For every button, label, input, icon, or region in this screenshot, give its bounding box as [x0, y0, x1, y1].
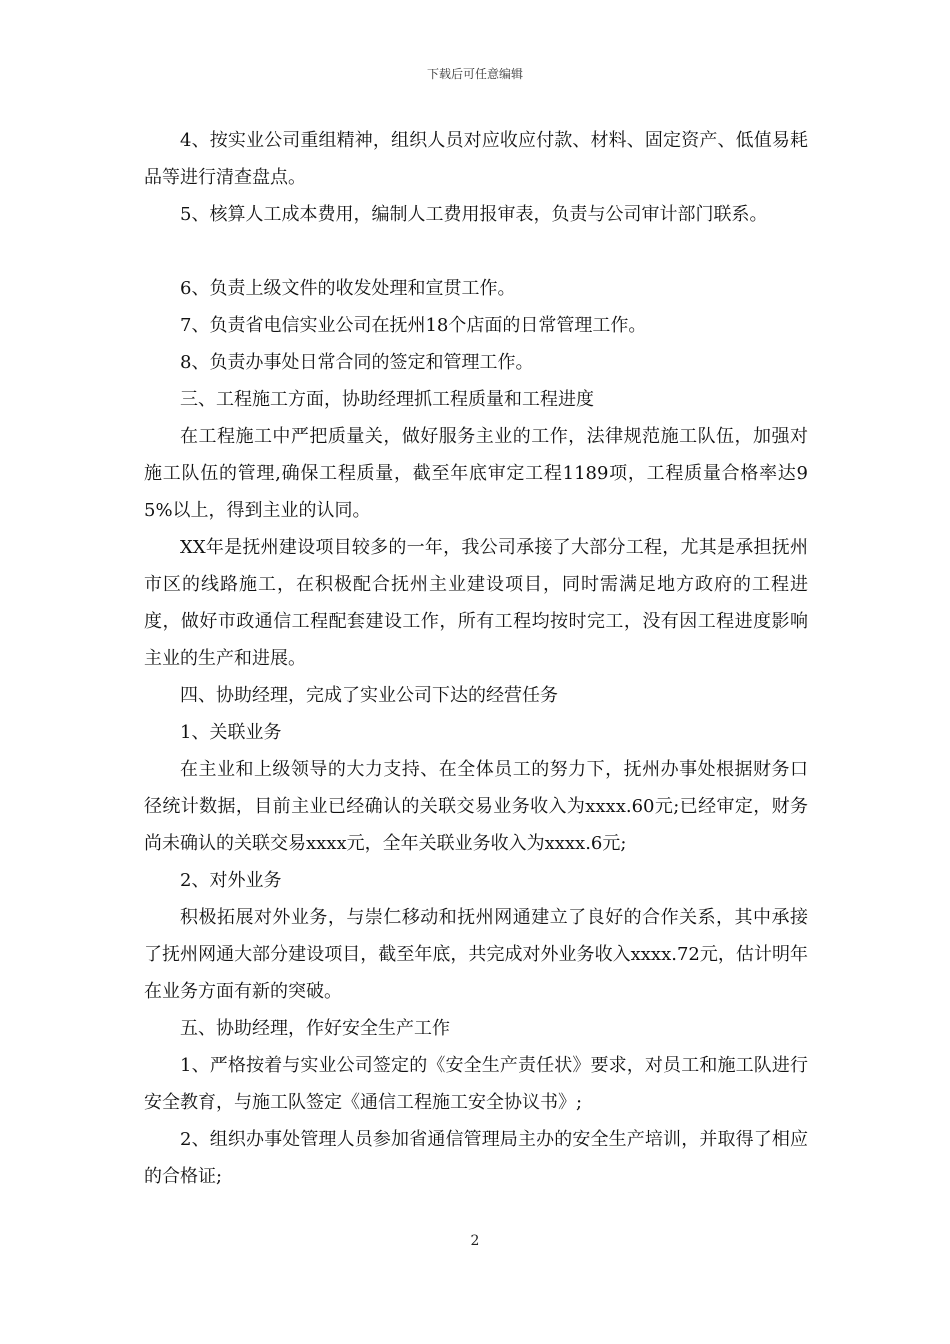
section-heading: 四、协助经理，完成了实业公司下达的经营任务	[180, 685, 558, 706]
paragraph: 在工程施工中严把质量关，做好服务主业的工作，法律规范施工队伍，加强对施工队伍的管理,确保工程质量，截至年底审定工程1189项，工程质量合格率达95%以上，得到主业的认同。	[144, 426, 808, 521]
paragraph: 2、组织办事处管理人员参加省通信管理局主办的安全生产培训，并取得了相应的合格证;	[144, 1129, 808, 1187]
paragraph: 7、负责省电信实业公司在抚州18个店面的日常管理工作。	[180, 315, 647, 336]
subsection-heading: 2、对外业务	[180, 870, 282, 891]
paragraph: 6、负责上级文件的收发处理和宣贯工作。	[180, 278, 516, 299]
subsection-heading: 1、关联业务	[180, 722, 282, 743]
section-heading: 五、协助经理，作好安全生产工作	[180, 1018, 450, 1039]
document-body	[144, 122, 808, 1195]
paragraph: 1、严格按着与实业公司签定的《安全生产责任状》要求，对员工和施工队进行安全教育，与施工队签定《通信工程施工安全协议书》;	[144, 1055, 808, 1113]
section-heading: 三、工程施工方面，协助经理抓工程质量和工程进度	[180, 389, 594, 410]
paragraph: 8、负责办事处日常合同的签定和管理工作。	[180, 352, 534, 373]
paragraph: 4、按实业公司重组精神，组织人员对应收应付款、材料、固定资产、低值易耗品等进行清查盘点。	[144, 130, 808, 188]
paragraph: 积极拓展对外业务，与崇仁移动和抚州网通建立了良好的合作关系，其中承接了抚州网通大部分建设项目，截至年底，共完成对外业务收入xxxx.72元，估计明年在业务方面有新的突破。	[144, 907, 808, 1002]
blank-line	[144, 233, 808, 270]
page-number: 2	[470, 1233, 480, 1249]
paragraph: 在主业和上级领导的大力支持、在全体员工的努力下，抚州办事处根据财务口径统计数据，目前主业已经确认的关联交易业务收入为xxxx.60元;已经审定，财务尚未确认的关联交易xxxx元，全年关联业务收入为xxxx.6元;	[144, 759, 808, 854]
paragraph: 5、核算人工成本费用，编制人工费用报审表，负责与公司审计部门联系。	[180, 204, 768, 225]
page-header: 下载后可任意编辑	[426, 67, 523, 81]
paragraph: XX年是抚州建设项目较多的一年，我公司承接了大部分工程，尤其是承担抚州市区的线路施工，在积极配合抚州主业建设项目，同时需满足地方政府的工程进度，做好市政通信工程配套建设工作，所有工程均按时完工，没有因工程进度影响主业的生产和进展。	[144, 537, 808, 669]
